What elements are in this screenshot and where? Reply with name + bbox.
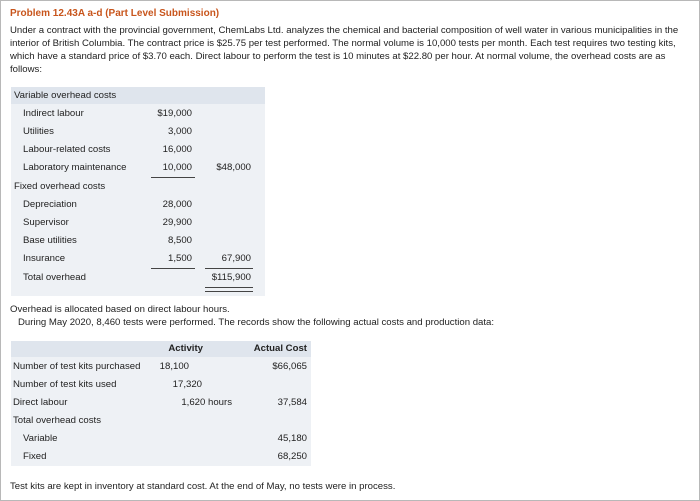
- fixed-total: 67,900: [221, 253, 251, 264]
- row-label: Utilities: [23, 126, 54, 137]
- row-amount: 10,000: [162, 162, 192, 173]
- row-amount: 3,000: [167, 126, 192, 137]
- row-label: Number of test kits used: [13, 379, 117, 390]
- allocation-text: [10, 303, 494, 329]
- row-cost: 37,584: [277, 397, 307, 408]
- allocation-line-1: Overhead is allocated based on direct labour hours.: [10, 304, 230, 315]
- overhead-heading: Total overhead costs: [13, 415, 101, 426]
- row-activity: 1,620 hours: [181, 397, 232, 408]
- row-activity: 18,100: [159, 361, 189, 372]
- variable-overhead-heading: Variable overhead costs: [14, 90, 117, 101]
- subtotal-underline: [151, 268, 195, 269]
- variable-total: $48,000: [216, 162, 251, 173]
- double-underline: [205, 287, 253, 292]
- col-cost-header: Actual Cost: [253, 343, 307, 354]
- row-label: Base utilities: [23, 235, 77, 246]
- row-amount: $19,000: [157, 108, 192, 119]
- overhead-costs-table: [11, 87, 265, 296]
- row-label: Fixed: [23, 451, 47, 462]
- row-label: Insurance: [23, 253, 66, 264]
- row-cost: 68,250: [277, 451, 307, 462]
- total-underline: [205, 268, 253, 269]
- row-label: Direct labour: [13, 397, 68, 408]
- footer-note: Test kits are kept in inventory at standard cost. At the end of May, no tests were in process.: [10, 481, 396, 492]
- row-label: Indirect labour: [23, 108, 84, 119]
- row-label: Supervisor: [23, 217, 69, 228]
- problem-intro: Under a contract with the provincial government, ChemLabs Ltd. analyzes the chemical and bacterial composition of well water in various municipalities in the interior of British Columbia. The contract price is $25.75 per test performed. The normal volume is 10,000 tests per month. Each test requires two testing kits, which have a standard price of $3.70 each. Direct labour to perform the test is 10 minutes at $22.80 per hour. At normal volume, the overhead costs are as follows:: [10, 25, 679, 75]
- total-overhead-amount: $115,900: [211, 272, 251, 283]
- row-cost: 45,180: [277, 433, 307, 444]
- row-label: Depreciation: [23, 199, 77, 210]
- row-amount: 29,900: [162, 217, 192, 228]
- row-amount: 28,000: [162, 199, 192, 210]
- row-label: Variable: [23, 433, 58, 444]
- total-overhead-label: Total overhead: [23, 272, 86, 283]
- fixed-overhead-heading: Fixed overhead costs: [14, 181, 106, 192]
- row-label: Labour-related costs: [23, 144, 111, 155]
- row-label: Number of test kits purchased: [13, 361, 141, 372]
- problem-title: Problem 12.43A a-d (Part Level Submission): [10, 8, 220, 19]
- row-activity: 17,320: [172, 379, 202, 390]
- col-activity-header: Activity: [168, 343, 203, 354]
- row-amount: 16,000: [162, 144, 192, 155]
- row-amount: 1,500: [167, 253, 192, 264]
- row-cost: $66,065: [272, 361, 307, 372]
- subtotal-underline: [151, 177, 195, 178]
- actual-costs-table: [11, 341, 311, 466]
- row-label: Laboratory maintenance: [23, 162, 127, 173]
- allocation-line-2: During May 2020, 8,460 tests were performed. The records show the following actual costs and production data:: [18, 317, 495, 328]
- row-amount: 8,500: [167, 235, 192, 246]
